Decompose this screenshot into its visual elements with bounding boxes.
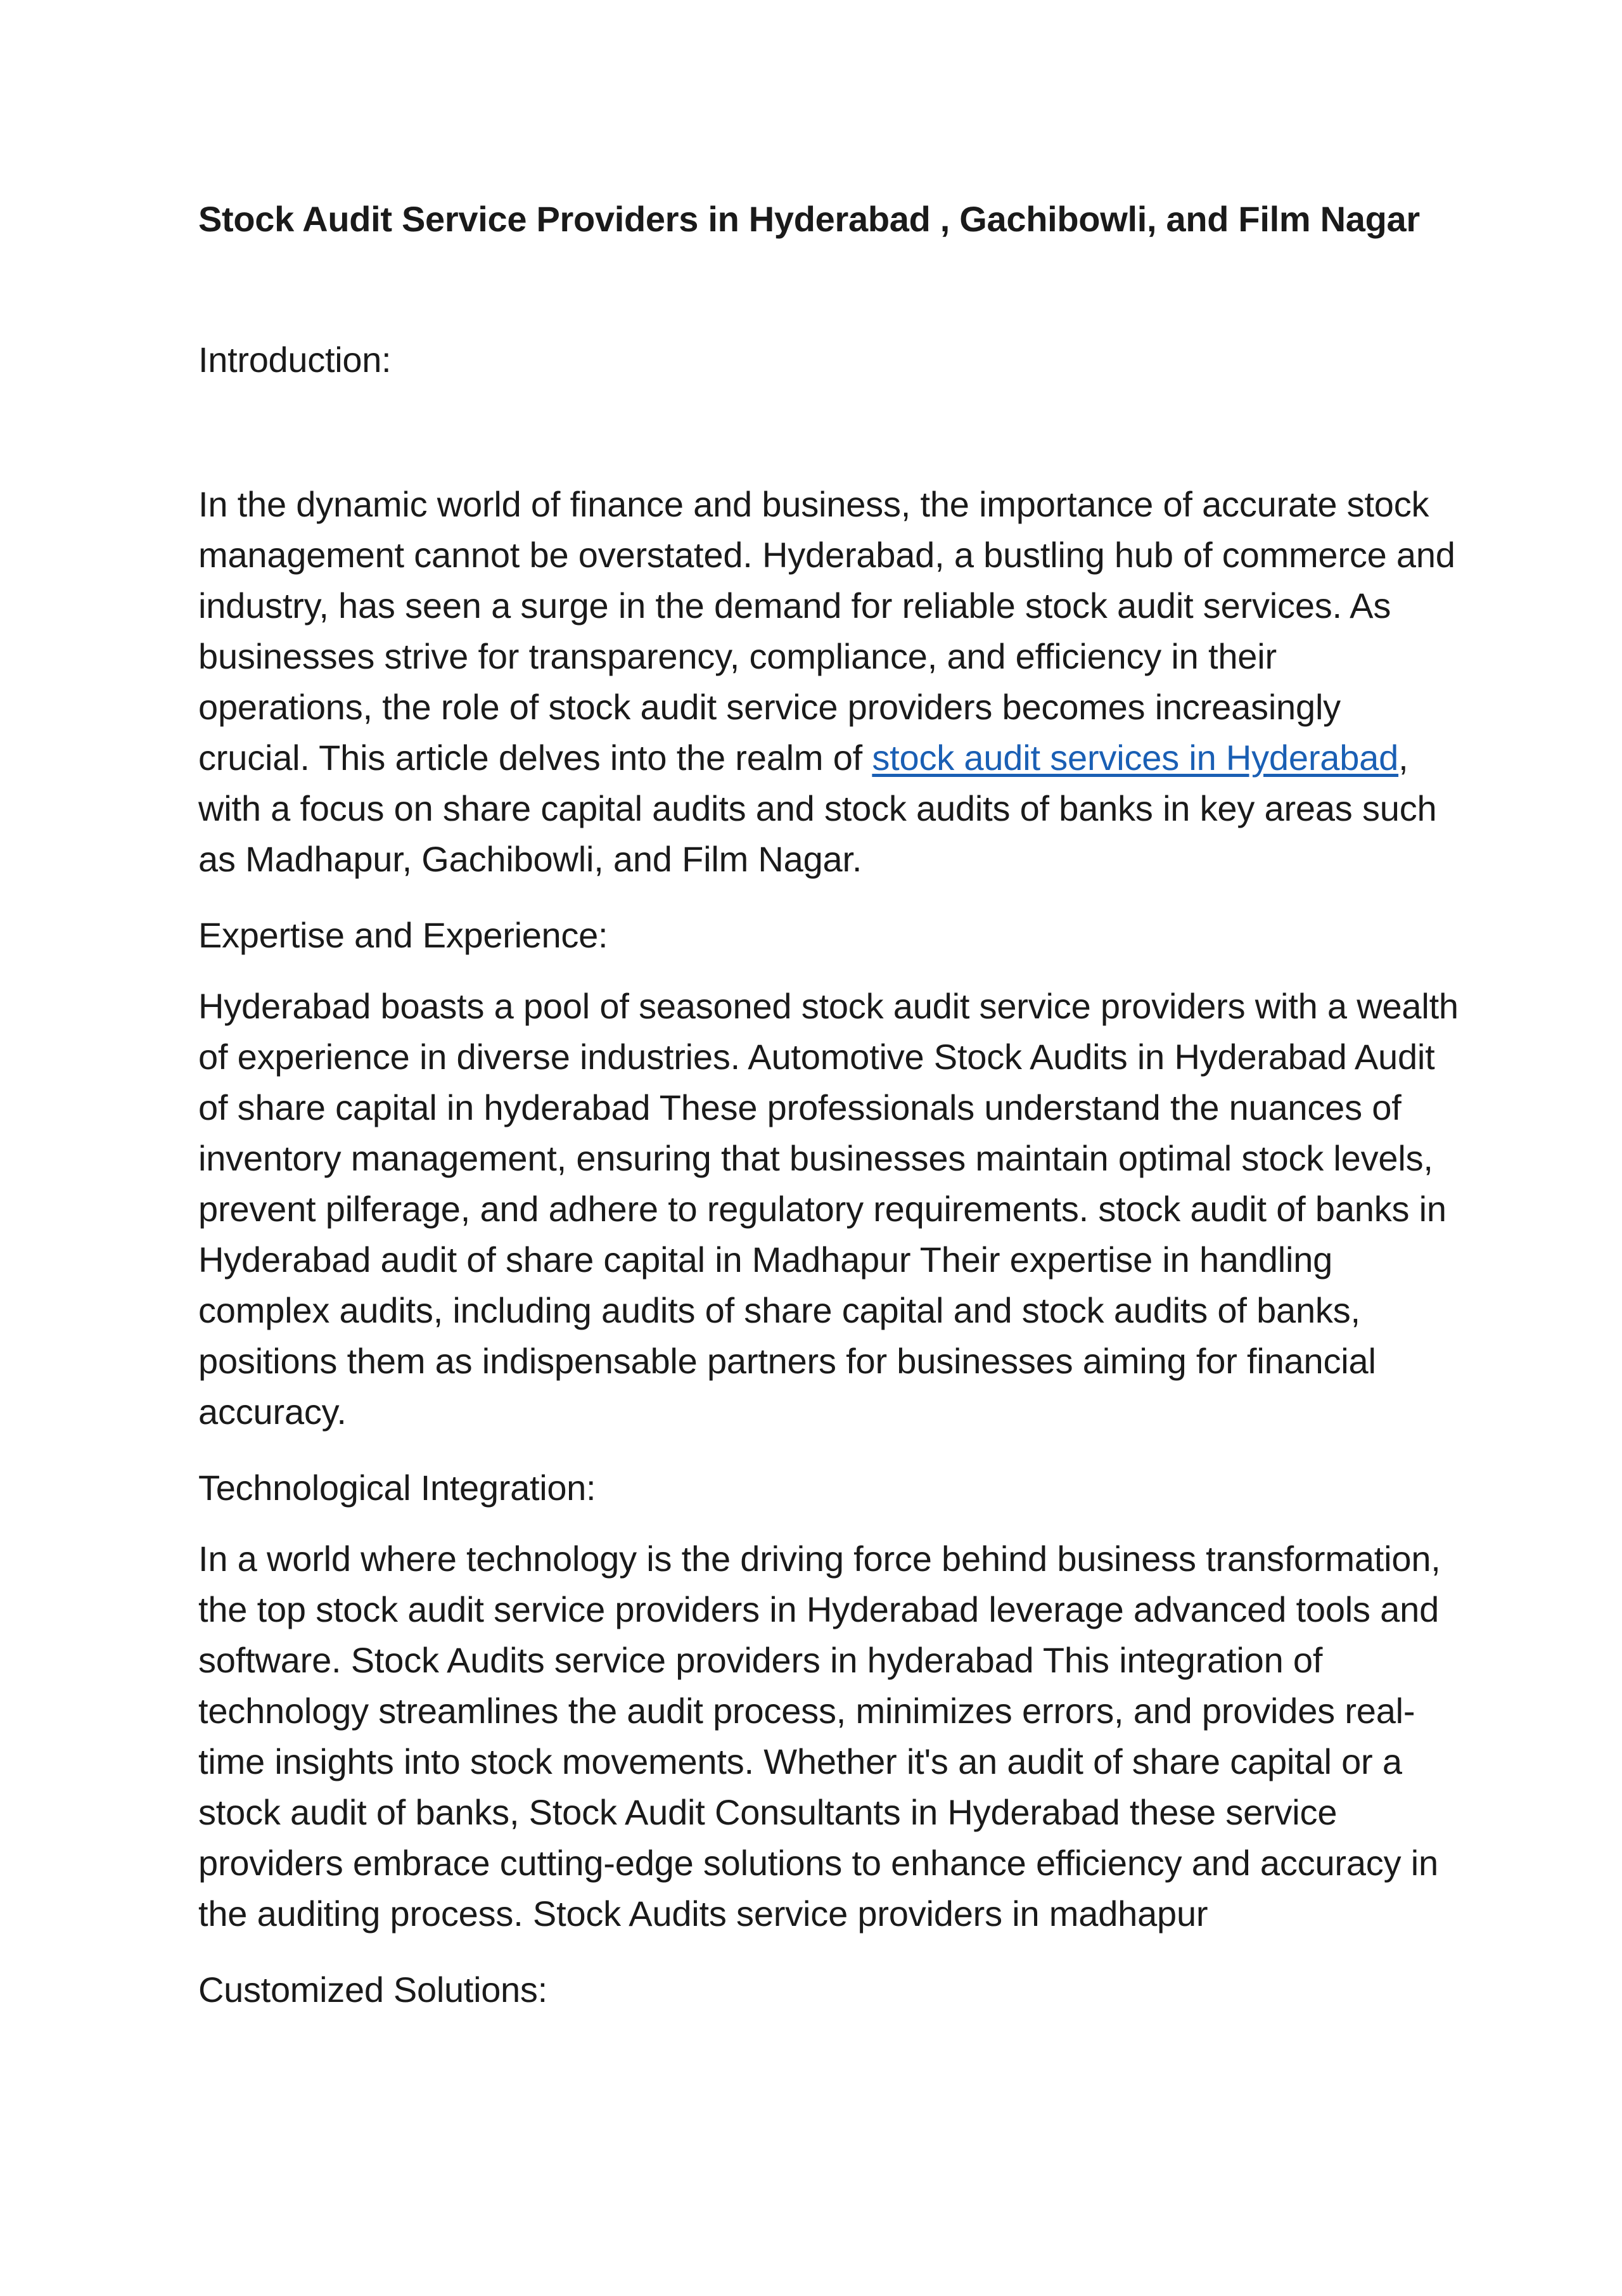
introduction-text-before-link: In the dynamic world of finance and business, the importance of accurate stock management cannot be overstated. Hyderabad, a bustling hub of commerce and industry, has seen a surge in the demand for reliable stock audit services. As businesses strive for transparency, compliance, and efficiency in their operations, the role of stock audit service providers becomes increasingly crucial. This article delves into the realm of <box>198 484 1455 778</box>
introduction-text-after-link: , with a focus on share capital audits and stock audits of banks in key areas such as Madhapur, Gachibowli, and Film Nagar. <box>198 738 1437 879</box>
stock-audit-services-link[interactable]: stock audit services in Hyderabad <box>872 738 1399 778</box>
document-page <box>198 0 1459 2296</box>
section-heading-customized-solutions: Customized Solutions: <box>198 1970 547 2010</box>
introduction-paragraph <box>198 479 1459 885</box>
section-heading-expertise: Expertise and Experience: <box>198 915 608 955</box>
technological-integration-paragraph: In a world where technology is the driving force behind business transformation, the top stock audit service providers in Hyderabad leverage advanced tools and software. Stock Audits service providers in hyderabad This integration of technology streamlines the audit process, minimizes errors, and provides real-time insights into stock movements. Whether it's an audit of share capital or a stock audit of banks, Stock Audit Consultants in Hyderabad these service providers embrace cutting-edge solutions to enhance efficiency and accuracy in the auditing process. Stock Audits service providers in madhapur <box>198 1539 1441 1934</box>
section-heading-technological-integration: Technological Integration: <box>198 1468 596 1508</box>
expertise-paragraph: Hyderabad boasts a pool of seasoned stock audit service providers with a wealth of experience in diverse industries. Automotive Stock Audits in Hyderabad Audit of share capital in hyderabad These professionals understand the nuances of inventory management, ensuring that businesses maintain optimal stock levels, prevent pilferage, and adhere to regulatory requirements. stock audit of banks in Hyderabad audit of share capital in Madhapur Their expertise in handling complex audits, including audits of share capital and stock audits of banks, positions them as indispensable partners for businesses aiming for financial accuracy. <box>198 986 1459 1432</box>
document-title: Stock Audit Service Providers in Hyderabad , Gachibowli, and Film Nagar <box>198 199 1420 239</box>
document-body <box>198 335 1459 2015</box>
section-heading-introduction: Introduction: <box>198 340 392 380</box>
